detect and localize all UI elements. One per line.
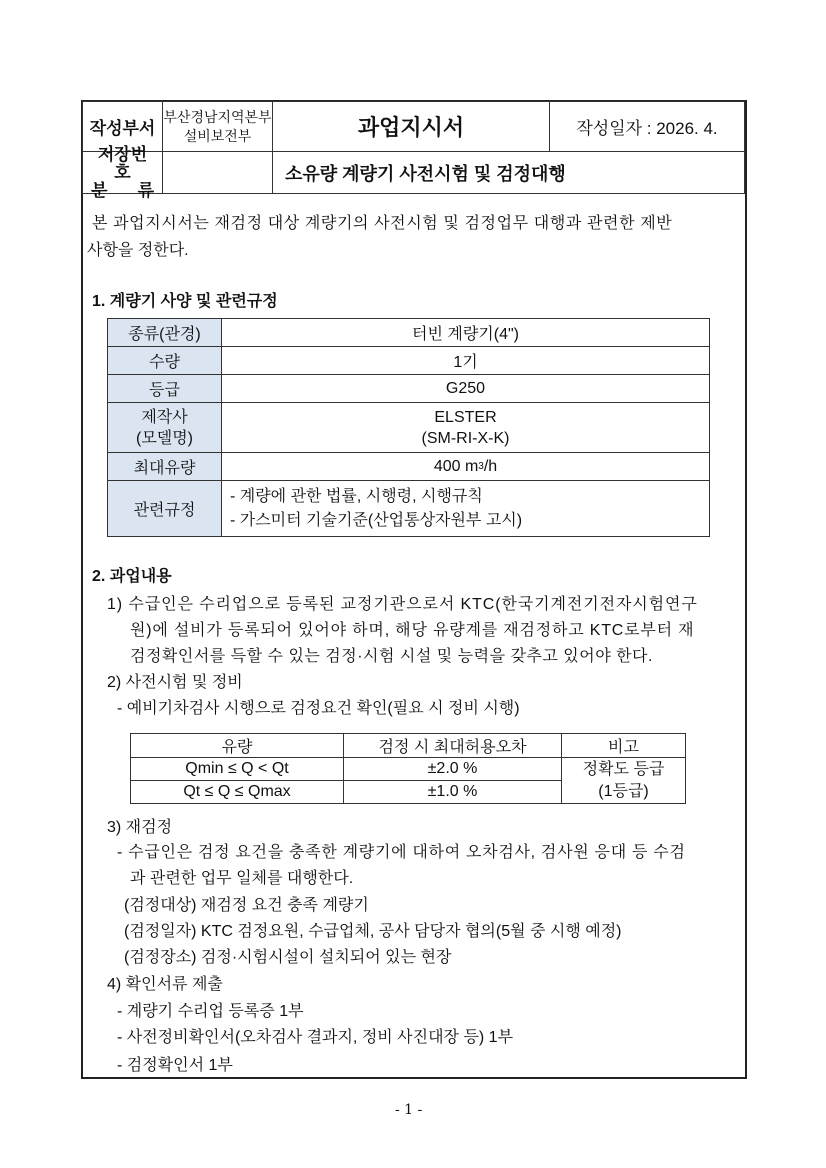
section1-heading: 1. 계량기 사양 및 관련규정 <box>92 293 278 310</box>
tol-flow: Qt ≤ Q ≤ Qmax <box>130 780 344 804</box>
intro-line: 사항을 정한다. <box>87 242 189 259</box>
spec-label-line: 제작사 <box>141 408 188 426</box>
tol-note-line: 정확도 등급 <box>582 760 665 778</box>
spec-label: 관련규정 <box>107 480 222 537</box>
spec-value <box>221 402 710 453</box>
spec-value-line: - 가스미터 기술기준(산업통상자원부 고시) <box>230 511 523 529</box>
page-number: - 1 - <box>395 1102 423 1118</box>
tol-note-line: (1등급) <box>598 782 649 800</box>
spec-value-line: ELSTER <box>434 408 497 426</box>
tol-note <box>561 757 686 804</box>
item2-line: 2) 사전시험 및 정비 <box>107 674 243 691</box>
spec-value-line: - 계량에 관한 법률, 시행령, 시행규칙 <box>230 487 483 505</box>
intro-line: 본 과업지시서는 재검정 대상 계량기의 사전시험 및 검정업무 대행과 관련한 제반 <box>92 215 673 232</box>
item1-line: 원)에 설비가 등록되어 있어야 하며, 해당 유량계를 재검정하고 KTC로부터 재 <box>130 622 695 639</box>
class-label: 류 <box>137 180 154 200</box>
item4-line: - 검정확인서 1부 <box>117 1057 233 1074</box>
spec-value: 1기 <box>221 346 710 375</box>
storage-label: 저장번호 <box>97 144 148 182</box>
spec-value-line: (SM-RI-X-K) <box>421 429 510 447</box>
spec-label: 종류(관경) <box>107 318 222 347</box>
spec-value <box>221 480 710 537</box>
item3-line: 과 관련한 업무 일체를 대행한다. <box>130 870 354 887</box>
item2-line: - 예비기차검사 시행으로 검정요건 확인(필요 시 정비 시행) <box>117 700 520 717</box>
spec-label <box>107 402 222 453</box>
spec-label-line: (모델명) <box>135 429 194 447</box>
spec-label: 수량 <box>107 346 222 375</box>
item3-line: (검정일자) KTC 검정요원, 수급업체, 공사 담당자 협의(5월 중 시행 예정) <box>124 923 622 940</box>
spec-value <box>221 452 710 481</box>
tol-error: ±1.0 % <box>343 780 562 804</box>
item3-line: (검정대상) 재검정 요건 충족 계량기 <box>124 897 369 914</box>
flow-sup: 3 <box>478 461 484 472</box>
tol-header: 비고 <box>561 733 686 758</box>
item1-line: 1) 수급인은 수리업으로 등록된 교정기관으로서 KTC(한국기계전기전자시험연구 <box>107 596 698 613</box>
class-label: 분 <box>91 180 108 200</box>
item3-line: - 수급인은 검정 요건을 충족한 계량기에 대하여 오차검사, 검사원 응대 등 수검 <box>117 844 686 861</box>
item3-line: (검정장소) 검정·시험시설이 설치되어 있는 현장 <box>124 949 452 966</box>
dept-value <box>162 101 273 152</box>
tol-header: 검정 시 최대허용오차 <box>343 733 562 758</box>
dept-line: 설비보전부 <box>183 127 252 144</box>
storage-class-label <box>82 144 163 200</box>
item3-line: 3) 재검정 <box>107 819 173 836</box>
spec-value: G250 <box>221 374 710 403</box>
tol-header: 유량 <box>130 733 344 758</box>
doc-date: 작성일자 : 2026. 4. <box>549 101 745 152</box>
flow-value: 400 m <box>433 457 479 475</box>
doc-title: 과업지시서 <box>272 101 550 152</box>
tol-error: ±2.0 % <box>343 757 562 781</box>
tol-flow: Qmin ≤ Q < Qt <box>130 757 344 781</box>
section2-heading: 2. 과업내용 <box>92 568 172 585</box>
dept-line: 부산경남지역본부 <box>163 108 272 125</box>
dept-label: 작성부서 <box>82 101 163 152</box>
item1-line: 검정확인서를 득할 수 있는 검정·시험 시설 및 능력을 갖추고 있어야 한다. <box>130 648 653 665</box>
spec-value: 터빈 계량기(4") <box>221 318 710 347</box>
storage-value <box>162 151 273 194</box>
item4-line: - 계량기 수리업 등록증 1부 <box>117 1003 304 1020</box>
subject: 소유량 계량기 사전시험 및 검정대행 <box>272 151 745 194</box>
spec-label: 최대유량 <box>107 452 222 481</box>
flow-unit: /h <box>483 457 498 475</box>
item4-line: - 사전정비확인서(오차검사 결과지, 정비 사진대장 등) 1부 <box>117 1029 514 1046</box>
item4-line: 4) 확인서류 제출 <box>107 976 223 993</box>
spec-label: 등급 <box>107 374 222 403</box>
